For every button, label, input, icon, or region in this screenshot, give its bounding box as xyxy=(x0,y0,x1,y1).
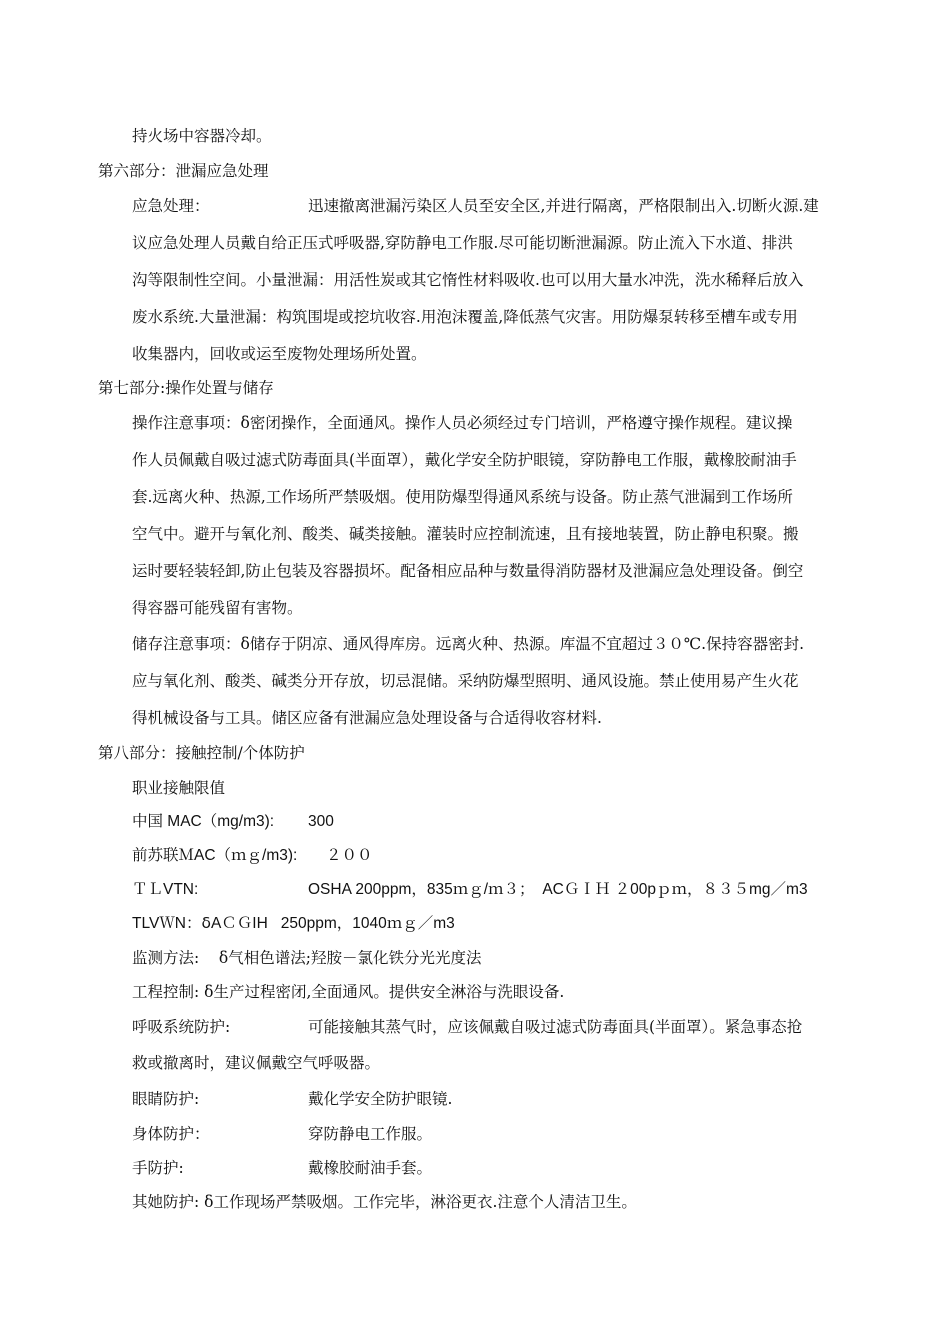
field-label-hand: 手防护: xyxy=(132,1159,184,1177)
text-line: 得容器可能残留有害物。 xyxy=(132,599,303,617)
section-heading-7: 第七部分:操作处置与储存 xyxy=(98,379,274,397)
text-line: 持火场中容器冷却。 xyxy=(132,127,272,145)
field-value-tlvtn: OSHA 200ppm，835ｍｇ/ｍ３； ACＧＩＨ ２00pｐｍ，８３５mg／m3 xyxy=(308,881,808,898)
text-line: 运时要轻装轻卸,防止包装及容器损坏。配备相应品种与数量得消防器材及泄漏应急处理设备。倒空 xyxy=(132,562,804,580)
field-label-respiratory: 呼吸系统防护: xyxy=(132,1018,231,1036)
text-line: 收集器内，回收或运至废物处理场所处置。 xyxy=(132,345,427,363)
field-label-body: 身体防护： xyxy=(132,1125,210,1143)
text-line: 其她防护: ẟ工作现场严禁吸烟。工作完毕，淋浴更衣.注意个人清洁卫生。 xyxy=(132,1193,637,1211)
field-value-eye: 戴化学安全防护眼镜. xyxy=(308,1090,453,1108)
text-line: 应与氧化剂、酸类、碱类分开存放，切忌混储。采纳防爆型照明、通风设施。禁止使用易产生火花 xyxy=(132,672,799,690)
field-label-emergency: 应急处理： xyxy=(132,197,210,215)
field-value-respiratory: 可能接触其蒸气时，应该佩戴自吸过滤式防毒面具(半面罩）。紧急事态抢 xyxy=(308,1018,803,1036)
text-line: 沟等限制性空间。小量泄漏：用活性炭或其它惰性材料吸收.也可以用大量水冲洗，洗水稀释后放入 xyxy=(132,271,804,289)
text-line: 废水系统.大量泄漏：构筑围堤或挖坑收容.用泡沫覆盖,降低蒸气灾害。用防爆泵转移至槽车或专用 xyxy=(132,308,798,326)
field-value-emergency: 迅速撤离泄漏污染区人员至安全区,并进行隔离，严格限制出入.切断火源.建 xyxy=(308,197,819,215)
text-line: 工程控制: ẟ生产过程密闭,全面通风。提供安全淋浴与洗眼设备. xyxy=(132,983,565,1001)
text-line: 监测方法: ẟ气相色谱法;羟胺－氯化铁分光光度法 xyxy=(132,949,482,967)
field-value-hand: 戴橡胶耐油手套。 xyxy=(308,1159,433,1177)
text-line: 职业接触限值 xyxy=(132,779,226,797)
field-label-eye: 眼睛防护: xyxy=(132,1090,200,1108)
section-heading-6: 第六部分：泄漏应急处理 xyxy=(98,162,269,180)
field-value-body: 穿防静电工作服。 xyxy=(308,1125,433,1143)
text-line: 储存注意事项：ẟ储存于阴凉、通风得库房。远离火种、热源。库温不宜超过３０℃.保持容器密封. xyxy=(132,635,805,653)
text-line: 得机械设备与工具。储区应备有泄漏应急处理设备与合适得收容材料. xyxy=(132,709,602,727)
text-line: 套.远离火种、热源,工作场所严禁吸烟。使用防爆型得通风系统与设备。防止蒸气泄漏到工作场所 xyxy=(132,488,793,506)
section-heading-8: 第八部分：接触控制/个体防护 xyxy=(98,744,305,762)
text-line: 作人员佩戴自吸过滤式防毒面具(半面罩），戴化学安全防护眼镜，穿防静电工作服，戴橡胶耐油手 xyxy=(132,451,797,469)
text-line: 操作注意事项：ẟ密闭操作，全面通风。操作人员必须经过专门培训，严格遵守操作规程。建议操 xyxy=(132,414,793,432)
field-value-china-mac: 300 xyxy=(308,813,334,830)
field-value-ussr-mac: ２００ xyxy=(326,847,373,864)
field-label-tlvtn: ＴＬVTN: xyxy=(132,881,199,898)
text-line: TLVＷN：ẟAＣＧIH 250ppm，1040ｍｇ／m3 xyxy=(132,915,455,932)
field-label-ussr-mac: 前苏联ＭAC（ｍｇ/m3): xyxy=(132,847,298,864)
text-line: 空气中。避开与氧化剂、酸类、碱类接触。灌装时应控制流速，且有接地装置，防止静电积聚。搬 xyxy=(132,525,799,543)
text-line: 议应急处理人员戴自给正压式呼吸器,穿防静电工作服.尽可能切断泄漏源。防止流入下水道、排洪 xyxy=(132,234,793,252)
field-label-china-mac: 中国 MAC（mg/m3): xyxy=(132,813,275,830)
text-line: 救或撤离时，建议佩戴空气呼吸器。 xyxy=(132,1054,381,1072)
